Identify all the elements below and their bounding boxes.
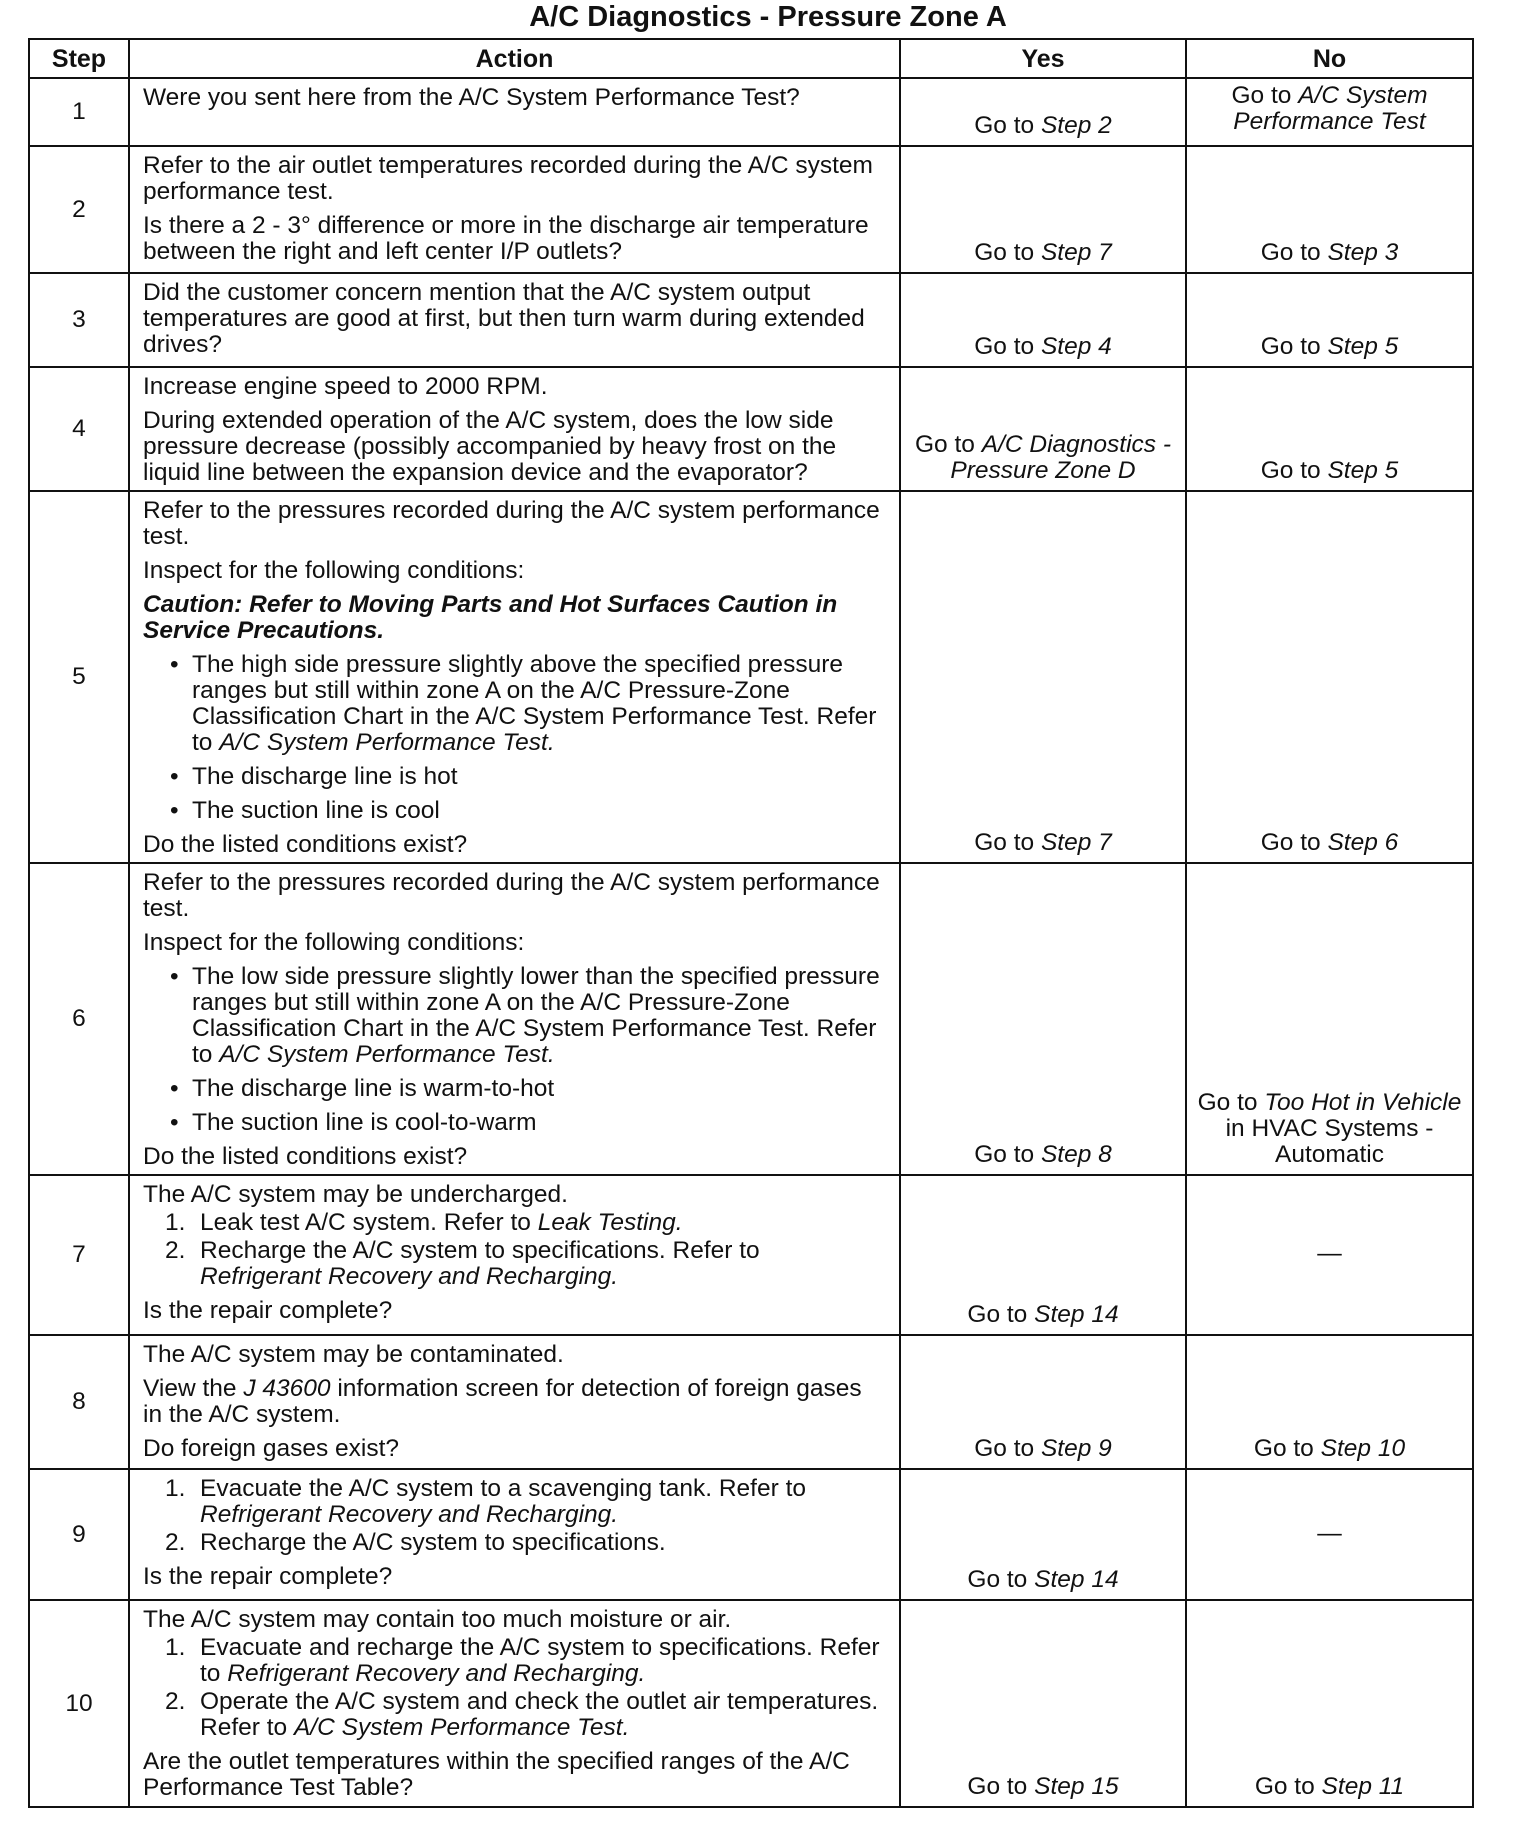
- action-text: Inspect for the following conditions:: [143, 929, 525, 956]
- bullet-icon: •: [170, 651, 179, 678]
- list-item: 2. Recharge the A/C system to specifications.: [165, 1529, 666, 1556]
- yes-link[interactable]: Step 14: [1034, 1566, 1119, 1593]
- action-cell: [129, 1335, 900, 1469]
- table-row: [29, 491, 1473, 863]
- action-cell: [129, 863, 900, 1175]
- table-row: [29, 273, 1473, 367]
- table-row: [29, 1335, 1473, 1469]
- action-question: Are the outlet temperatures within the specified ranges of the A/C Performance Test Table?: [143, 1748, 850, 1801]
- step-number: 4: [29, 367, 129, 491]
- no-cell: Go to A/C System Performance Test: [1186, 78, 1473, 146]
- yes-column-header: Yes: [900, 39, 1186, 78]
- no-column-header: No: [1186, 39, 1473, 78]
- no-link[interactable]: Step 10: [1320, 1435, 1406, 1462]
- action-column-header: Action: [129, 39, 900, 78]
- action-question: Did the customer concern mention that the A/C system output temperatures are good at first, but then turn warm during extended drives?: [143, 279, 865, 358]
- list-item: • The suction line is cool-to-warm: [170, 1109, 537, 1136]
- no-cell: Go to Too Hot in Vehicle in HVAC Systems - Automatic: [1186, 863, 1473, 1175]
- table-row: [29, 367, 1473, 491]
- action-text: Refer to the air outlet temperatures recorded during the A/C system performance test.: [143, 152, 873, 205]
- yes-link[interactable]: Step 7: [1040, 239, 1112, 266]
- step-column-header: Step: [29, 39, 129, 78]
- action-question: Is there a 2 - 3° difference or more in the discharge air temperature between the right and left center I/P outlets?: [143, 212, 869, 265]
- action-text: Inspect for the following conditions:: [143, 557, 525, 584]
- diagnostic-table: [28, 38, 1474, 1808]
- action-text: Increase engine speed to 2000 RPM.: [143, 373, 548, 400]
- reference-link[interactable]: Refrigerant Recovery and Recharging.: [200, 1501, 619, 1528]
- action-cell: [129, 1175, 900, 1335]
- action-cell: [129, 367, 900, 491]
- table-row: [29, 1469, 1473, 1600]
- yes-cell: Go to A/C Diagnostics - Pressure Zone D: [900, 367, 1186, 491]
- action-cell: [129, 273, 900, 367]
- action-cell: [129, 146, 900, 273]
- yes-cell: Go to Step 4: [900, 273, 1186, 367]
- action-text: Refer to the pressures recorded during the A/C system performance test.: [143, 497, 880, 550]
- no-link[interactable]: Step 6: [1327, 829, 1399, 856]
- no-cell: Go to Step 6: [1186, 491, 1473, 863]
- yes-link[interactable]: Step 7: [1040, 829, 1112, 856]
- action-question: Do foreign gases exist?: [143, 1435, 400, 1462]
- no-cell: Go to Step 11: [1186, 1600, 1473, 1807]
- page-title: A/C Diagnostics - Pressure Zone A: [529, 1, 1007, 33]
- table-row: [29, 1175, 1473, 1335]
- no-cell: —: [1186, 1175, 1473, 1335]
- no-link[interactable]: Step 5: [1327, 333, 1399, 360]
- action-text: The A/C system may be undercharged.: [143, 1181, 568, 1208]
- reference-link[interactable]: Refrigerant Recovery and Recharging.: [200, 1263, 619, 1290]
- step-number: 8: [29, 1335, 129, 1469]
- no-link[interactable]: Step 3: [1327, 239, 1399, 266]
- table-row: [29, 78, 1473, 146]
- step-number: 7: [29, 1175, 129, 1335]
- table-row: [29, 1600, 1473, 1807]
- no-cell: Go to Step 10: [1186, 1335, 1473, 1469]
- no-cell: —: [1186, 1469, 1473, 1600]
- action-question: Do the listed conditions exist?: [143, 1143, 468, 1170]
- yes-link[interactable]: A/C Diagnostics - Pressure Zone D: [950, 431, 1171, 484]
- action-question: Were you sent here from the A/C System Performance Test?: [143, 84, 800, 111]
- action-text: The A/C system may be contaminated.: [143, 1341, 564, 1368]
- list-item: 1. Leak test A/C system. Refer to Leak Testing.: [165, 1209, 683, 1236]
- step-number: 3: [29, 273, 129, 367]
- action-question: Is the repair complete?: [143, 1297, 393, 1324]
- bullet-icon: •: [170, 1109, 179, 1136]
- yes-cell: Go to Step 7: [900, 491, 1186, 863]
- list-item: • The suction line is cool: [170, 797, 440, 824]
- list-item: 2. Recharge the A/C system to specifications. Refer to Refrigerant Recovery and Recharging.: [165, 1237, 760, 1290]
- action-question: During extended operation of the A/C system, does the low side pressure decrease (possibly accompanied by heavy frost on the liquid line between the expansion device and the evaporator?: [143, 407, 837, 486]
- list-item: 2. Operate the A/C system and check the outlet air temperatures. Refer to A/C System Performance Test.: [165, 1688, 879, 1741]
- list-item: 1. Evacuate and recharge the A/C system to specifications. Refer to Refrigerant Recovery and Recharging.: [165, 1634, 880, 1687]
- action-cell: [129, 491, 900, 863]
- caution-text: Caution: Refer to Moving Parts and Hot Surfaces Caution in Service Precautions.: [143, 591, 838, 644]
- yes-link[interactable]: Step 2: [1040, 112, 1112, 139]
- table-row: [29, 863, 1473, 1175]
- yes-cell: Go to Step 14: [900, 1469, 1186, 1600]
- bullet-icon: •: [170, 763, 179, 790]
- yes-cell: Go to Step 8: [900, 863, 1186, 1175]
- action-cell: [129, 78, 900, 146]
- no-link[interactable]: Too Hot in Vehicle: [1264, 1089, 1462, 1116]
- step-number: 10: [29, 1600, 129, 1807]
- table-header-row: [29, 39, 1473, 78]
- no-link[interactable]: Step 5: [1327, 457, 1399, 484]
- reference-link[interactable]: A/C System Performance Test.: [219, 1041, 555, 1068]
- step-number: 5: [29, 491, 129, 863]
- no-cell: Go to Step 3: [1186, 146, 1473, 273]
- bullet-icon: •: [170, 797, 179, 824]
- reference-link[interactable]: Leak Testing.: [537, 1209, 683, 1236]
- step-number: 2: [29, 146, 129, 273]
- reference-link[interactable]: Refrigerant Recovery and Recharging.: [227, 1660, 646, 1687]
- action-text: View the J 43600 information screen for detection of foreign gases in the A/C system.: [143, 1375, 862, 1428]
- action-question: Is the repair complete?: [143, 1563, 393, 1590]
- action-question: Do the listed conditions exist?: [143, 831, 468, 858]
- yes-link[interactable]: Step 14: [1034, 1301, 1119, 1328]
- yes-link[interactable]: Step 4: [1040, 333, 1112, 360]
- list-item: 1. Evacuate the A/C system to a scavenging tank. Refer to Refrigerant Recovery and Recharging.: [165, 1475, 807, 1528]
- reference-link[interactable]: A/C System Performance Test.: [219, 729, 555, 756]
- table-row: [29, 146, 1473, 273]
- action-text: The A/C system may contain too much moisture or air.: [143, 1606, 732, 1633]
- yes-link[interactable]: Step 8: [1040, 1141, 1112, 1168]
- yes-cell: Go to Step 7: [900, 146, 1186, 273]
- step-number: 9: [29, 1469, 129, 1600]
- no-link[interactable]: Step 11: [1321, 1773, 1405, 1800]
- no-link[interactable]: A/C System Performance Test: [1233, 82, 1428, 135]
- action-text: Refer to the pressures recorded during the A/C system performance test.: [143, 869, 880, 922]
- action-cell: [129, 1600, 900, 1807]
- reference-link[interactable]: A/C System Performance Test.: [293, 1714, 630, 1741]
- no-cell: Go to Step 5: [1186, 273, 1473, 367]
- step-number: 1: [29, 78, 129, 146]
- bullet-icon: •: [170, 1075, 179, 1102]
- list-item: • The low side pressure slightly lower than the specified pressure ranges but still within zone A on the A/C Pressure-Zone Classification Chart in the A/C System Performance Test. Refer to A/C System Performance Test.: [170, 963, 880, 1068]
- bullet-icon: •: [170, 963, 179, 990]
- step-number: 6: [29, 863, 129, 1175]
- list-item: • The discharge line is warm-to-hot: [170, 1075, 555, 1102]
- yes-link[interactable]: Step 9: [1040, 1435, 1112, 1462]
- yes-link[interactable]: Step 15: [1034, 1773, 1119, 1800]
- action-cell: [129, 1469, 900, 1600]
- yes-cell: Go to Step 14: [900, 1175, 1186, 1335]
- yes-cell: Go to Step 9: [900, 1335, 1186, 1469]
- tool-reference: J 43600: [243, 1375, 331, 1402]
- list-item: • The high side pressure slightly above the specified pressure ranges but still within zone A on the A/C Pressure-Zone Classification Chart in the A/C System Performance Test. Refer to A/C System Performance Test.: [170, 651, 877, 756]
- list-item: • The discharge line is hot: [170, 763, 458, 790]
- yes-cell: Go to Step 15: [900, 1600, 1186, 1807]
- no-cell: Go to Step 5: [1186, 367, 1473, 491]
- yes-cell: Go to Step 2: [900, 78, 1186, 146]
